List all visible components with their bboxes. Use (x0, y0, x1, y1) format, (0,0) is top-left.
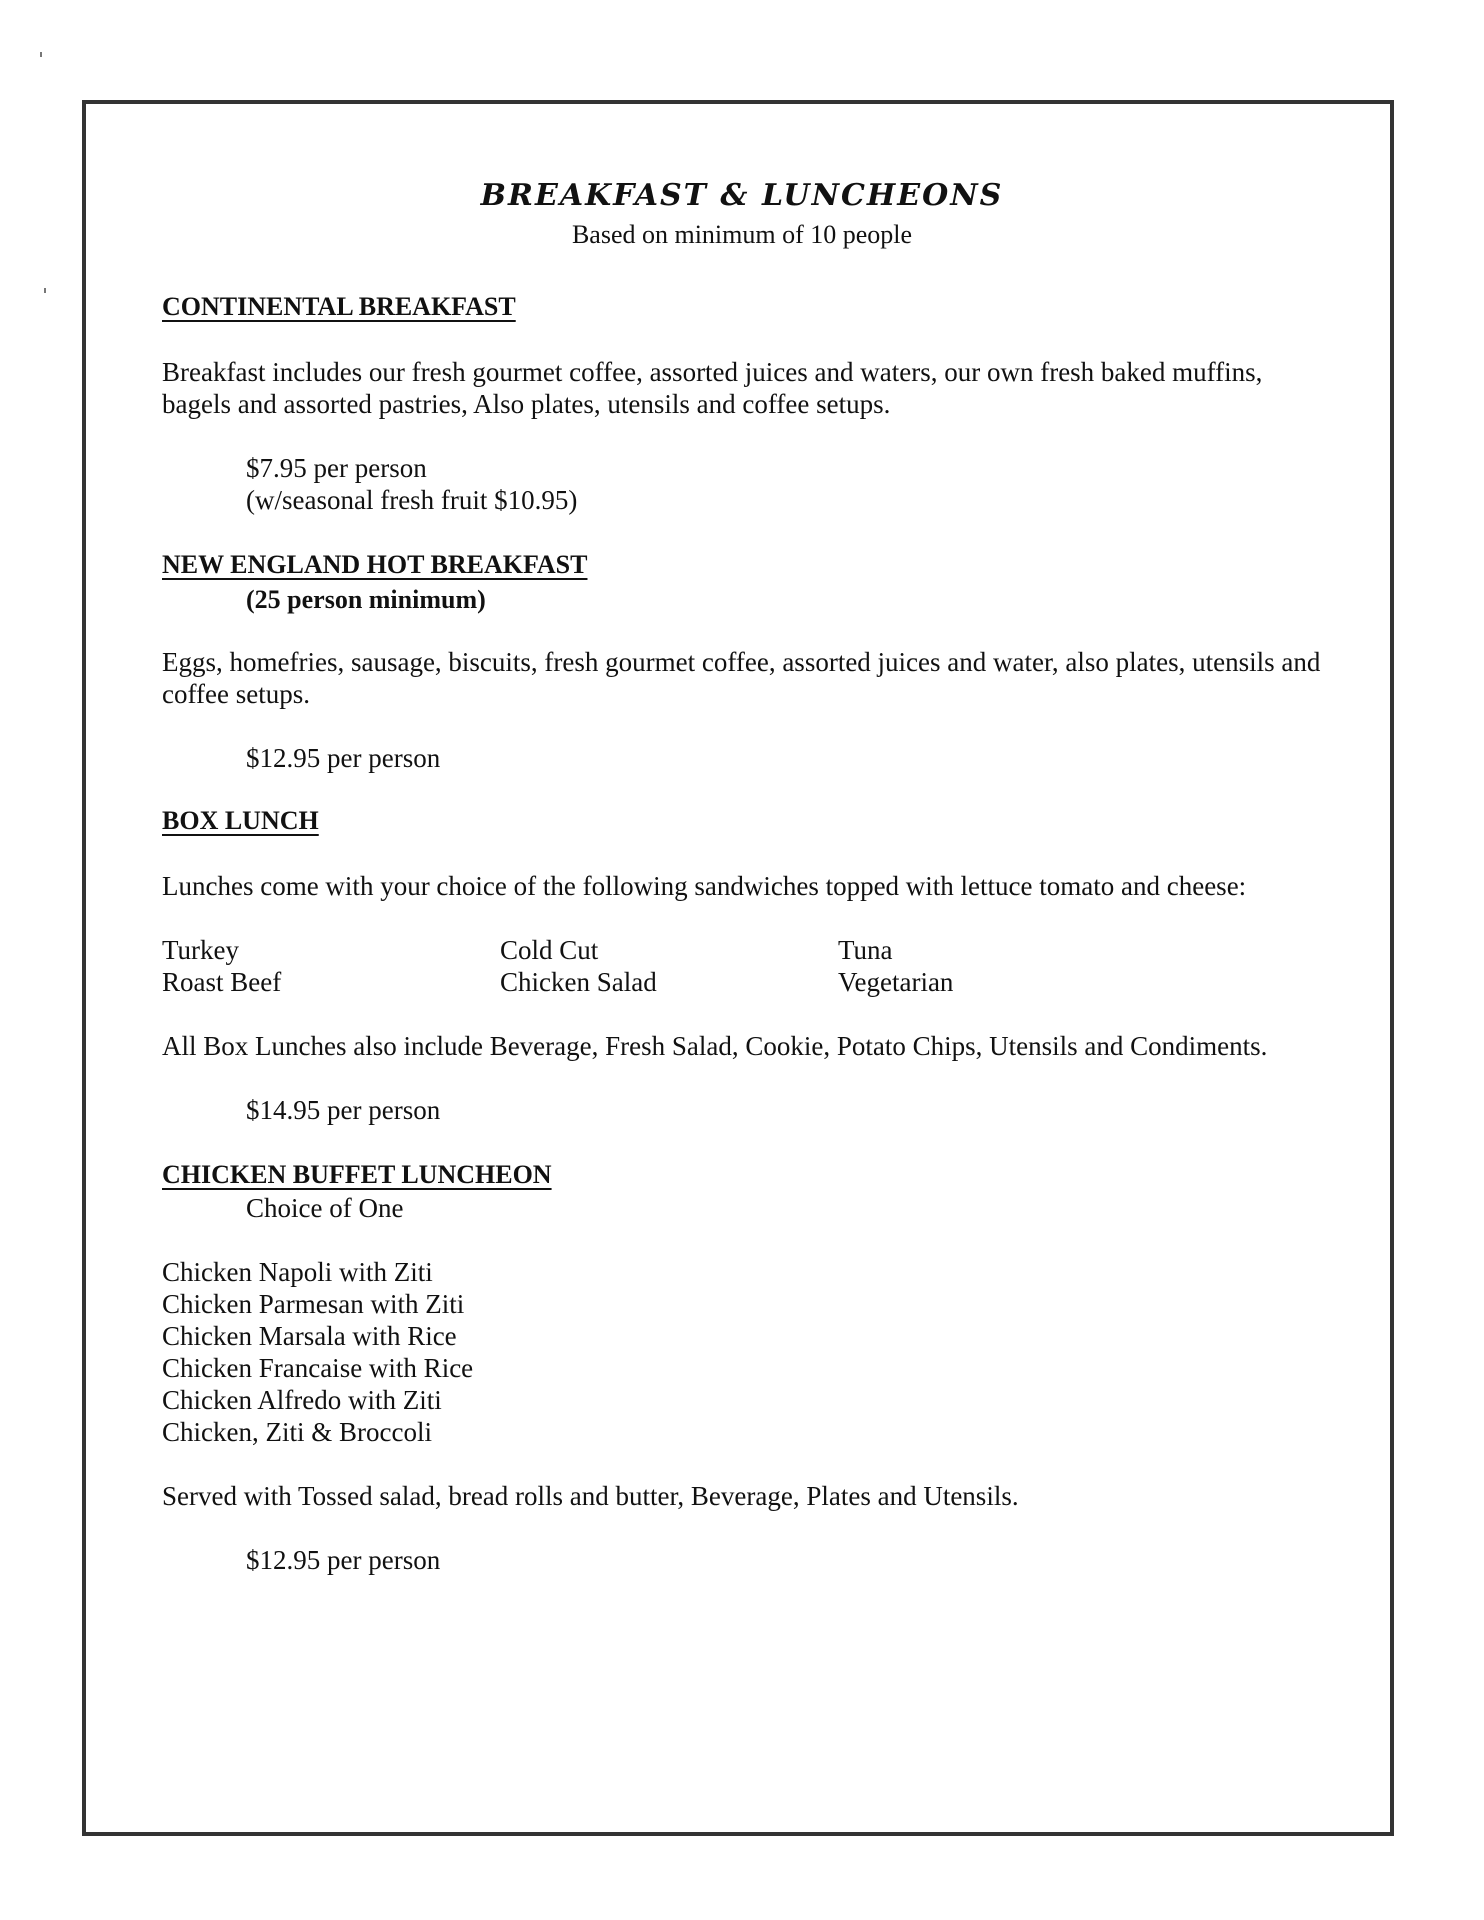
chicken-buffet-choice: Choice of One (246, 1193, 404, 1223)
continental-price: $7.95 per person (246, 453, 427, 483)
continental-heading: CONTINENTAL BREAKFAST (162, 292, 516, 321)
chicken-option: Chicken Francaise with Rice (162, 1353, 474, 1383)
chicken-buffet-price: $12.95 per person (246, 1545, 441, 1575)
sandwich-item: Turkey (162, 935, 240, 965)
scan-speck (40, 52, 42, 57)
chicken-option: Chicken Marsala with Rice (162, 1321, 457, 1351)
page-subtitle: Based on minimum of 10 people (571, 220, 913, 249)
chicken-buffet-heading: CHICKEN BUFFET LUNCHEON (162, 1160, 552, 1189)
chicken-option: Chicken Napoli with Ziti (162, 1257, 433, 1287)
page-title: BREAKFAST & LUNCHEONS (480, 178, 1004, 213)
box-lunch-intro: Lunches come with your choice of the following sandwiches topped with lettuce tomato and cheese: (162, 871, 1247, 901)
chicken-option: Chicken Alfredo with Ziti (162, 1385, 442, 1415)
box-lunch-heading: BOX LUNCH (162, 806, 319, 835)
continental-description: Breakfast includes our fresh gourmet coffee, assorted juices and waters, our own fresh baked muffins, bagels and assorted pastries, Also plates, utensils and coffee setups. (162, 357, 1263, 419)
sandwich-item: Vegetarian (838, 967, 954, 997)
new-england-heading: NEW ENGLAND HOT BREAKFAST (162, 550, 588, 579)
new-england-minimum: (25 person minimum) (246, 585, 486, 614)
new-england-price: $12.95 per person (246, 743, 441, 773)
chicken-option: Chicken, Ziti & Broccoli (162, 1417, 432, 1447)
sandwich-item: Roast Beef (162, 967, 282, 997)
box-lunch-includes: All Box Lunches also include Beverage, Fresh Salad, Cookie, Potato Chips, Utensils and Condiments. (162, 1031, 1268, 1061)
sandwich-item: Cold Cut (500, 935, 599, 965)
chicken-option: Chicken Parmesan with Ziti (162, 1289, 465, 1319)
sandwich-item: Chicken Salad (500, 967, 657, 997)
sandwich-item: Tuna (838, 935, 893, 965)
continental-price-note: (w/seasonal fresh fruit $10.95) (246, 485, 578, 515)
chicken-buffet-served-with: Served with Tossed salad, bread rolls and butter, Beverage, Plates and Utensils. (162, 1481, 1019, 1511)
box-lunch-price: $14.95 per person (246, 1095, 441, 1125)
new-england-description: Eggs, homefries, sausage, biscuits, fresh gourmet coffee, assorted juices and water, also plates, utensils and coffee setups. (162, 647, 1321, 709)
scan-speck (44, 288, 46, 293)
